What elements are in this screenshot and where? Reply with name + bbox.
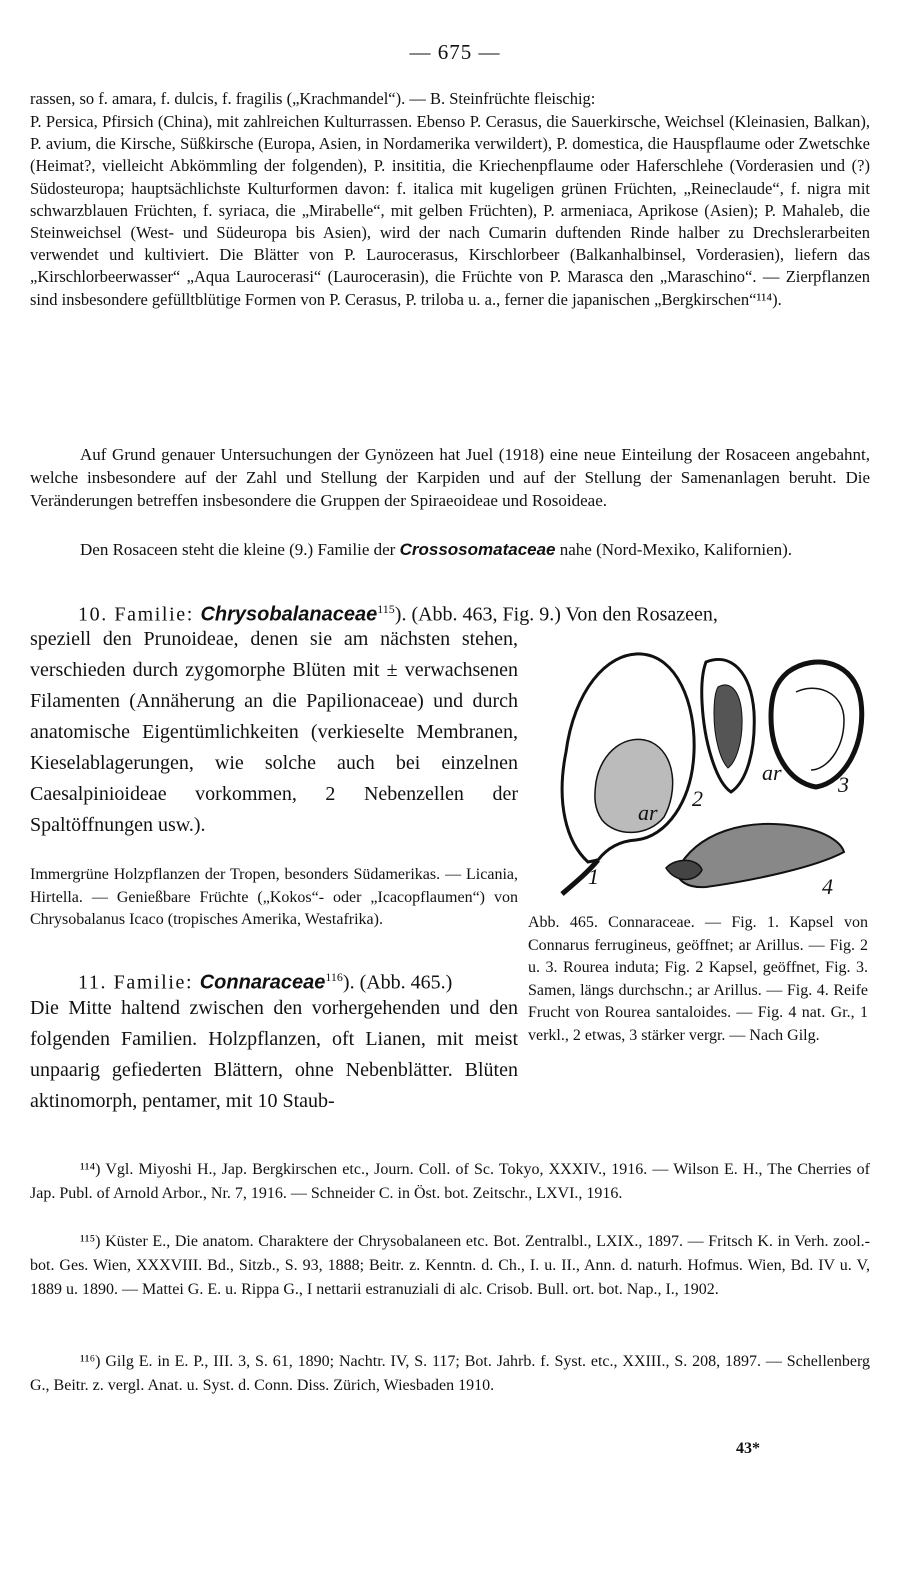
- fig-label-ar-2: ar: [762, 760, 782, 785]
- footnote-116: ¹¹⁶) Gilg E. in E. P., III. 3, S. 61, 1890; Nachtr. IV, S. 117; Bot. Jahrb. f. Syst. etc., XXIII., S. 208, 1897. — Schellenberg G., Beitr. z. vergl. Anat. u. Syst. d. Conn. Diss. Zürich, Wiesbaden 1910.: [30, 1353, 870, 1394]
- family-11-description: Die Mitte haltend zwischen den vorhergehenden und den folgenden Familien. Holzpflanzen, oft Lianen, mit meist unpaarig gefiederten Blättern, ohne Nebenblätter. Blüten aktinomorph, pentamer, mit 10 Staub-: [30, 997, 518, 1112]
- family-10-small-text: Immergrüne Holzpflanzen der Tropen, besonders Südamerikas. — Licania, Hirtella. — Genießbare Früchte („Kokos“- oder „Icacopflaumen“) von Chrysobalanus Icaco (tropisches Amerika, Westafrika).: [30, 866, 518, 928]
- ripe-fruit-fig4: [676, 824, 844, 887]
- crosso-text-before: Den Rosaceen steht die kleine (9.) Familie der: [80, 540, 400, 559]
- family-10-first-line-rest: ). (Abb. 463, Fig. 9.) Von den Rosazeen,: [394, 603, 718, 626]
- juel-paragraph: Auf Grund genauer Untersuchungen der Gynözeen hat Juel (1918) eine neue Einteilung der Rosaceen angebahnt, welche insbesondere auf der Zahl und Stellung der Karpiden und auf der Stellung der Samenanlagen beruht. Die Veränderungen betreffen insbesondere die Gruppen der Spiraeoideae und Rosoideae.: [30, 445, 870, 510]
- footnote-ref-115: 115: [377, 602, 395, 616]
- page-number: — 675 —: [409, 40, 501, 64]
- fig-label-1: 1: [588, 864, 599, 889]
- seed-section-fig3: [771, 662, 862, 787]
- connaraceae-drawing: [526, 632, 876, 912]
- seed-fig2: [714, 685, 742, 768]
- family-11-prefix: 11. Familie:: [78, 971, 200, 994]
- family-10-description: speziell den Prunoideae, denen sie am nächsten stehen, verschieden durch zygomorphe Blüten mit ± verwachsenen Filamenten (Annäherung an die Papilionaceae) und durch anatomische Eigentümlichkeiten (verkieselte Membranen, Kieselablagerungen, wie solche auch bei einzelnen Caesalpinioideae vorkommen, 2 Nebenzellen der Spaltöffnungen usw.).: [30, 628, 518, 836]
- crossosomataceae-paragraph: [30, 538, 870, 561]
- family-10-prefix: 10. Familie:: [78, 603, 201, 626]
- fig-label-2: 2: [692, 786, 703, 811]
- family-11-first-line-rest: ). (Abb. 465.): [342, 971, 453, 994]
- fig-label-ar-1: ar: [638, 800, 658, 825]
- fig-label-4: 4: [822, 874, 833, 899]
- footnote-ref-116: 116: [325, 970, 343, 984]
- sheet-signature: 43*: [736, 1440, 760, 1457]
- prunus-species-paragraph: P. Persica, Pfirsich (China), mit zahlreichen Kulturrassen. Ebenso P. Cerasus, die Sauerkirsche, Weichsel (Kleinasien, Balkan), P. avium, die Kirsche, Süßkirsche (Europa, Asien, in Nordamerika verwildert), P. domestica, die Hauspflaume oder Zwetschke (Heimat?, vielleicht Abkömmling der folgenden), P. insititia, die Kriechenpflaume oder Haferschlehe (Vorderasien und (?) Südosteuropa; hauptsächlichste Kulturformen davon: f. italica mit kugeligen grünen Früchten, „Reineclaude“, f. nigra mit schwarzblauen Früchten, f. syriaca, die „Mirabelle“, mit gelben Früchten), P. armeniaca, Aprikose (Asien); P. Mahaleb, die Steinweichsel (West- und Südeuropa bis Asien), wird der nach Cumarin duftenden Rinde halber zu Drechslerarbeiten verwendet und kultiviert. Die Blätter von P. Laurocerasus, Kirschlorbeer (Balkanhalbinsel, Vorderasien), liefern das „Kirschlorbeerwasser“ „Aqua Laurocerasi“ (Laurocerasin), die Früchte von P. Marasca den „Maraschino“. — Zierpflanzen sind insbesondere gefülltblütige Formen von P. Cerasus, P. triloba u. a., ferner die japanischen „Bergkirschen“¹¹⁴).: [30, 112, 870, 309]
- footnote-114: ¹¹⁴) Vgl. Miyoshi H., Jap. Bergkirschen etc., Journ. Coll. of Sc. Tokyo, XXXIV., 1916. — Wilson E. H., The Cherries of Jap. Publ. of Arnold Arbor., Nr. 7, 1916. — Schneider C. in Öst. bot. Zeitschr., LXVI., 1916.: [30, 1161, 870, 1202]
- seed-with-arillus-fig1: [595, 739, 673, 832]
- footnote-115: ¹¹⁵) Küster E., Die anatom. Charaktere der Chrysobalaneen etc. Bot. Zentralbl., LXIX., 1897. — Fritsch K. in Verh. zool.-bot. Ges. Wien, XXXVIII. Bd., Sitzb., S. 93, 1888; Beitr. z. Kenntn. d. Ch., I. u. II., Ann. d. naturh. Hofmus. Wien, Bd. IV u. V, 1889 u. 1890. — Mattei G. E. u. Rippa G., I nettarii estranuziali di alc. Crisob. Bull. ort. bot. Nap., I., 1902.: [30, 1233, 870, 1298]
- crosso-text-after: nahe (Nord-Mexiko, Kalifornien).: [555, 540, 793, 559]
- calyx-fig4: [666, 860, 702, 879]
- connaraceae-family-name: Connaraceae: [199, 971, 326, 994]
- crossosomataceae-family-name: Crossosomataceae: [399, 540, 556, 559]
- intro-first-line: rassen, so f. amara, f. dulcis, f. fragilis („Krachmandel“). — B. Steinfrüchte fleischig:: [30, 89, 596, 108]
- fig-label-3: 3: [838, 772, 849, 797]
- embryo-fig3: [796, 688, 844, 770]
- chrysobalanaceae-family-name: Chrysobalanaceae: [200, 603, 378, 626]
- figure-caption: Abb. 465. Connaraceae. — Fig. 1. Kapsel von Connarus ferrugineus, geöffnet; ar Arillus. — Fig. 2 u. 3. Rourea induta; Fig. 2 Kapsel, geöffnet, Fig. 3. Samen, längs durchschn.; ar Arillus. — Fig. 4. Reife Frucht von Rourea santaloides. — Fig. 4 nat. Gr., 1 verkl., 2 etwas, 3 stärker vergr. — Nach Gilg.: [528, 914, 868, 1044]
- figure-465-illustration: [526, 632, 876, 912]
